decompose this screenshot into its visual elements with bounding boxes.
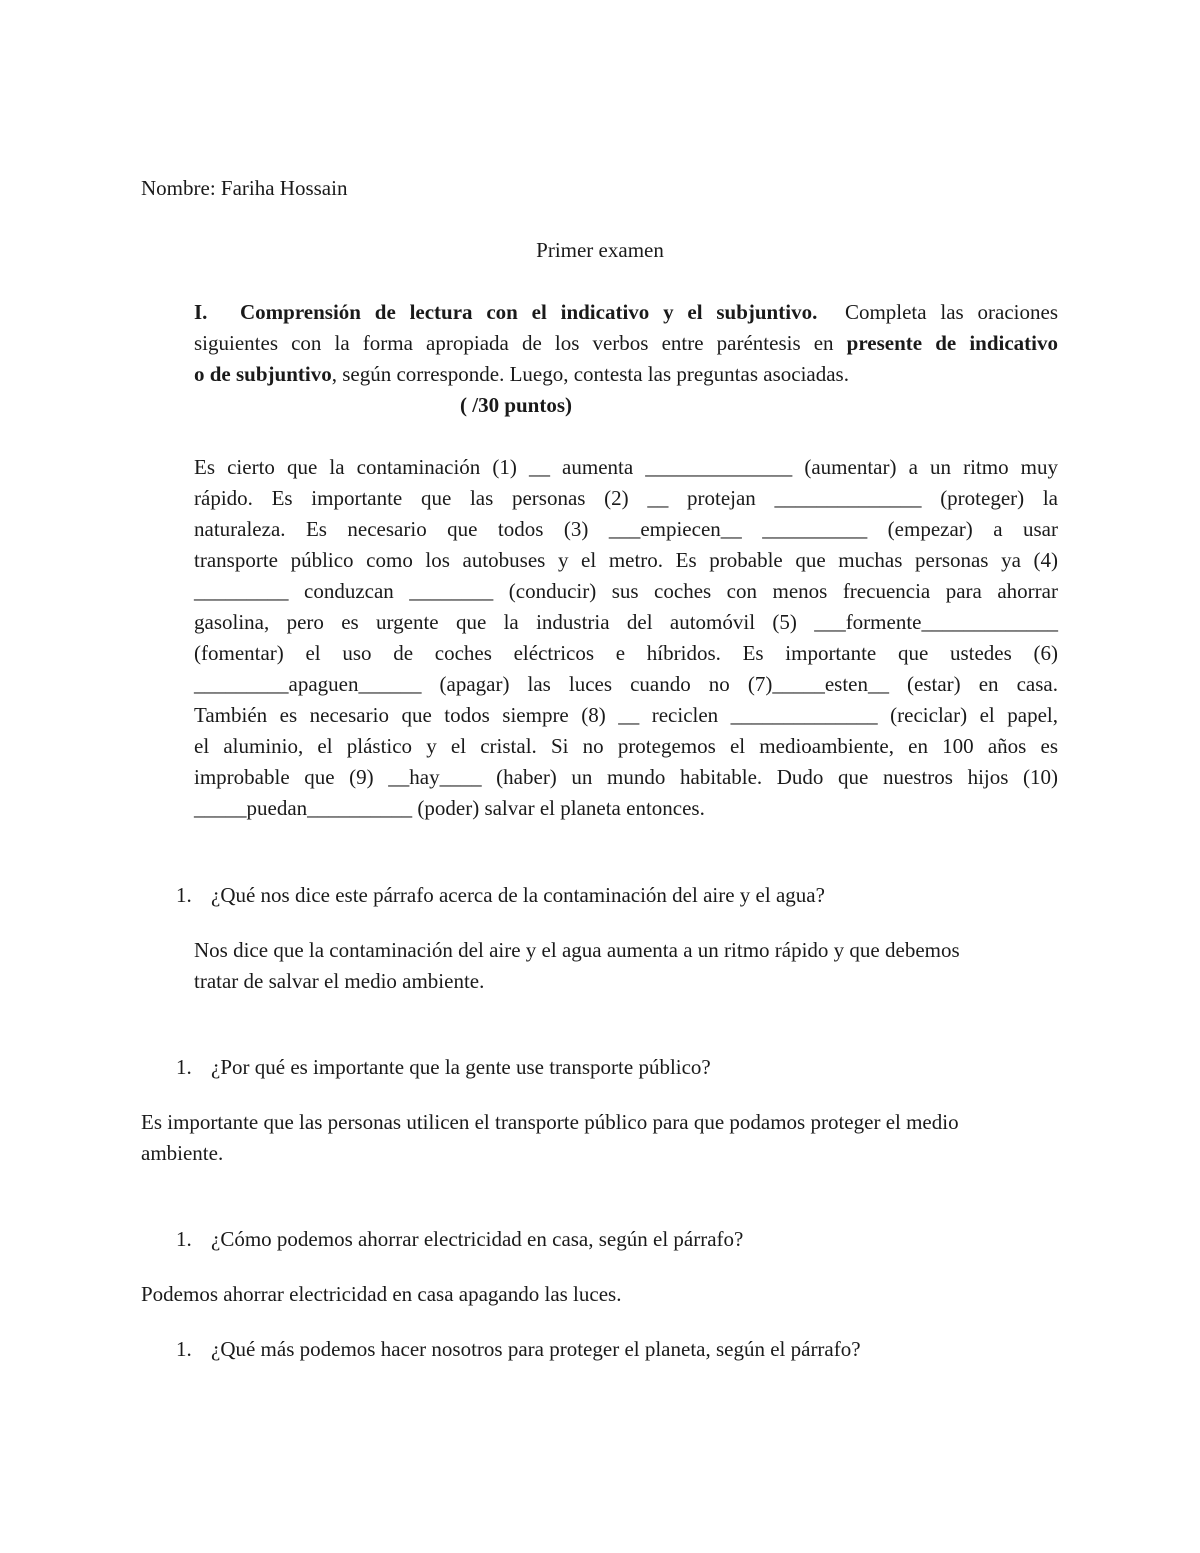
answer-line: Es importante que las personas utilicen el transporte público para que podamos proteger el medio bbox=[141, 1110, 959, 1134]
question-number: 1. bbox=[176, 1337, 192, 1361]
section-intro-bold-1: presente de indicativo bbox=[846, 331, 1058, 355]
question-item bbox=[0, 1339, 1200, 1363]
section-intro-line-2 bbox=[194, 333, 1058, 354]
answer-line: Nos dice que la contaminación del aire y el agua aumenta a un ritmo rápido y que debemos bbox=[194, 938, 960, 962]
section-intro-part-2: siguientes con la forma apropiada de los verbos entre paréntesis en bbox=[194, 331, 834, 355]
section-intro-bold-2: o de subjuntivo bbox=[194, 362, 332, 386]
section-heading-line-1 bbox=[240, 302, 1058, 323]
question-text: ¿Cómo podemos ahorrar electricidad en casa, según el párrafo? bbox=[211, 1227, 744, 1251]
answer-line: ambiente. bbox=[141, 1141, 224, 1165]
paragraph-line: naturaleza. Es necesario que todos (3) ___empiecen__ __________ (empezar) a usar bbox=[194, 517, 1058, 541]
answer-line: tratar de salvar el medio ambiente. bbox=[194, 969, 485, 993]
paragraph-line: (fomentar) el uso de coches eléctricos e híbridos. Es importante que ustedes (6) bbox=[194, 641, 1058, 665]
paragraph-line: el aluminio, el plástico y el cristal. Si no protegemos el medioambiente, en 100 años es bbox=[194, 734, 1058, 758]
student-name: Nombre: Fariha Hossain bbox=[141, 176, 348, 200]
question-item bbox=[0, 1057, 1200, 1081]
points-label: ( /30 puntos) bbox=[460, 393, 573, 417]
section-intro-line-3 bbox=[194, 364, 849, 385]
answer-line: Podemos ahorrar electricidad en casa apagando las luces. bbox=[141, 1282, 622, 1306]
paragraph-line: _________apaguen______ (apagar) las luces cuando no (7)_____esten__ (estar) en casa. bbox=[194, 672, 1058, 696]
page-title: Primer examen bbox=[536, 238, 664, 262]
question-number: 1. bbox=[176, 1055, 192, 1079]
paragraph-line: _________ conduzcan ________ (conducir) sus coches con menos frecuencia para ahorrar bbox=[194, 579, 1058, 603]
paragraph-line: También es necesario que todos siempre (8) __ reciclen ______________ (reciclar) el papel, bbox=[194, 703, 1058, 727]
question-text: ¿Por qué es importante que la gente use transporte público? bbox=[211, 1055, 711, 1079]
paragraph-line: transporte público como los autobuses y el metro. Es probable que muchas personas ya (4) bbox=[194, 548, 1058, 572]
question-number: 1. bbox=[176, 883, 192, 907]
section-intro-part-1: Completa las oraciones bbox=[844, 300, 1058, 324]
question-number: 1. bbox=[176, 1227, 192, 1251]
section-title: Comprensión de lectura con el indicativo y el subjuntivo. bbox=[240, 300, 818, 324]
paragraph-line: rápido. Es importante que las personas (2) __ protejan ______________ (proteger) la bbox=[194, 486, 1058, 510]
paragraph-line: Es cierto que la contaminación (1) __ aumenta ______________ (aumentar) a un ritmo muy bbox=[194, 455, 1058, 479]
question-item bbox=[0, 885, 1200, 909]
question-text: ¿Qué nos dice este párrafo acerca de la contaminación del aire y el agua? bbox=[211, 883, 825, 907]
paragraph-line: _____puedan__________ (poder) salvar el planeta entonces. bbox=[194, 796, 705, 820]
section-roman-numeral: I. bbox=[194, 300, 208, 324]
question-item bbox=[0, 1229, 1200, 1253]
section-intro-part-3: , según corresponde. Luego, contesta las preguntas asociadas. bbox=[331, 362, 849, 386]
paragraph-line: gasolina, pero es urgente que la industria del automóvil (5) ___formente_____________ bbox=[194, 610, 1058, 634]
question-text: ¿Qué más podemos hacer nosotros para proteger el planeta, según el párrafo? bbox=[211, 1337, 861, 1361]
paragraph-line: improbable que (9) __hay____ (haber) un mundo habitable. Dudo que nuestros hijos (10) bbox=[194, 765, 1058, 789]
